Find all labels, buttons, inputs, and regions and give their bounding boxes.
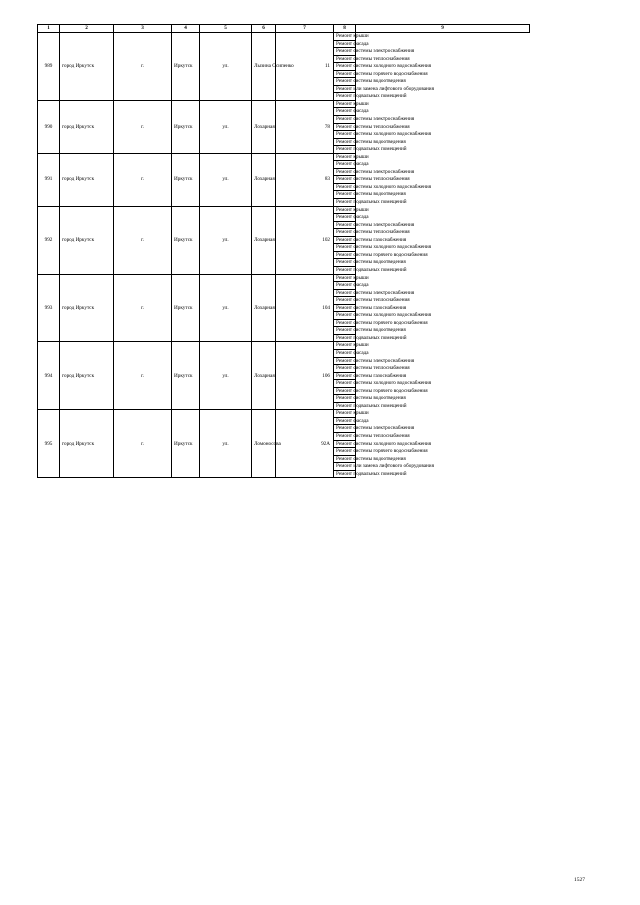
table-row (38, 410, 530, 418)
work-type-cell: Ремонт системы теплоснабжения (334, 229, 356, 237)
house-number-cell: 83 (276, 153, 334, 206)
work-type-cell: Ремонт крыши (334, 33, 356, 41)
work-type-cell: Ремонт подвальных помещений (334, 93, 356, 101)
settlement-cell: Иркутск (172, 153, 200, 206)
work-type-cell: Ремонт или замена лифтового оборудования (334, 85, 356, 93)
work-type-cell: Ремонт системы холодного водоснабжения (334, 63, 356, 71)
street-cell: Лызина Осипенко (252, 33, 276, 101)
settlement-type-cell: г. (114, 153, 172, 206)
work-type-cell: Ремонт крыши (334, 206, 356, 214)
work-type-cell: Ремонт системы водоотведения (334, 259, 356, 267)
work-type-cell: Ремонт системы водоотведения (334, 327, 356, 335)
header-cell-1: 1 (38, 25, 60, 33)
house-number-cell: 11 (276, 33, 334, 101)
settlement-cell: Иркутск (172, 410, 200, 478)
street-type-cell: ул. (200, 100, 252, 153)
house-number-cell: 104 (276, 274, 334, 342)
street-cell: Лохарная (252, 342, 276, 410)
work-type-cell: Ремонт крыши (334, 153, 356, 161)
work-type-cell: Ремонт системы холодного водоснабжения (334, 244, 356, 252)
street-cell: Лохарная (252, 274, 276, 342)
row-number: 993 (38, 274, 60, 342)
work-type-cell: Ремонт системы водоотведения (334, 455, 356, 463)
settlement-type-cell: г. (114, 206, 172, 274)
work-type-cell: Ремонт подвальных помещений (334, 334, 356, 342)
work-type-cell: Ремонт системы электроснабжения (334, 289, 356, 297)
work-type-cell: Ремонт системы газоснабжения (334, 372, 356, 380)
settlement-cell: Иркутск (172, 274, 200, 342)
municipality-cell: город Иркутск (60, 206, 114, 274)
work-type-cell: Ремонт системы теплоснабжения (334, 432, 356, 440)
municipality-cell: город Иркутск (60, 410, 114, 478)
table-row (38, 100, 530, 108)
street-type-cell: ул. (200, 33, 252, 101)
work-type-cell: Ремонт или замена лифтового оборудования (334, 463, 356, 471)
street-cell: Лохарная (252, 100, 276, 153)
work-type-cell: Ремонт системы холодного водоснабжения (334, 440, 356, 448)
work-type-cell: Ремонт фасада (334, 161, 356, 169)
work-type-cell: Ремонт системы холодного водоснабжения (334, 131, 356, 139)
municipality-cell: город Иркутск (60, 274, 114, 342)
municipality-cell: город Иркутск (60, 153, 114, 206)
street-type-cell: ул. (200, 410, 252, 478)
settlement-type-cell: г. (114, 342, 172, 410)
header-cell-5: 5 (200, 25, 252, 33)
row-number: 994 (38, 342, 60, 410)
municipality-cell: город Иркутск (60, 33, 114, 101)
work-type-cell: Ремонт крыши (334, 410, 356, 418)
settlement-cell: Иркутск (172, 206, 200, 274)
settlement-type-cell: г. (114, 410, 172, 478)
work-type-cell: Ремонт системы теплоснабжения (334, 123, 356, 131)
work-type-cell: Ремонт системы электроснабжения (334, 48, 356, 56)
work-type-cell: Ремонт системы холодного водоснабжения (334, 312, 356, 320)
work-type-cell: Ремонт крыши (334, 100, 356, 108)
table-row (38, 153, 530, 161)
row-number: 991 (38, 153, 60, 206)
header-cell-7: 7 (276, 25, 334, 33)
work-type-cell: Ремонт фасада (334, 214, 356, 222)
work-type-cell: Ремонт системы водоотведения (334, 191, 356, 199)
header-cell-8: 8 (334, 25, 356, 33)
work-type-cell: Ремонт подвальных помещений (334, 266, 356, 274)
settlement-type-cell: г. (114, 100, 172, 153)
work-type-cell: Ремонт системы холодного водоснабжения (334, 380, 356, 388)
house-number-cell: 106 (276, 342, 334, 410)
work-type-cell: Ремонт системы теплоснабжения (334, 55, 356, 63)
house-number-cell: 78 (276, 100, 334, 153)
work-type-cell: Ремонт системы электроснабжения (334, 221, 356, 229)
work-type-cell: Ремонт подвальных помещений (334, 470, 356, 478)
register-table (37, 24, 530, 478)
work-type-cell: Ремонт системы теплоснабжения (334, 297, 356, 305)
work-type-cell: Ремонт системы горячего водоснабжения (334, 70, 356, 78)
work-type-cell: Ремонт системы электроснабжения (334, 425, 356, 433)
settlement-cell: Иркутск (172, 100, 200, 153)
work-type-cell: Ремонт фасада (334, 282, 356, 290)
street-cell: Лохарная (252, 153, 276, 206)
table-header (38, 25, 530, 33)
header-cell-4: 4 (172, 25, 200, 33)
header-row (38, 25, 530, 33)
row-number: 990 (38, 100, 60, 153)
work-type-cell: Ремонт крыши (334, 342, 356, 350)
work-type-cell: Ремонт системы горячего водоснабжения (334, 387, 356, 395)
street-type-cell: ул. (200, 153, 252, 206)
street-cell: Лохарная (252, 206, 276, 274)
work-type-cell: Ремонт системы водоотведения (334, 78, 356, 86)
work-type-cell: Ремонт системы газоснабжения (334, 236, 356, 244)
header-cell-6: 6 (252, 25, 276, 33)
work-type-cell: Ремонт системы электроснабжения (334, 116, 356, 124)
page-number: 1527 (574, 877, 585, 883)
street-type-cell: ул. (200, 342, 252, 410)
house-number-cell: 92А (276, 410, 334, 478)
street-type-cell: ул. (200, 206, 252, 274)
row-number: 992 (38, 206, 60, 274)
work-type-cell: Ремонт фасада (334, 108, 356, 116)
table-row (38, 206, 530, 214)
settlement-type-cell: г. (114, 33, 172, 101)
work-type-cell: Ремонт системы горячего водоснабжения (334, 251, 356, 259)
table-body (38, 33, 530, 478)
work-type-cell: Ремонт крыши (334, 274, 356, 282)
work-type-cell: Ремонт системы горячего водоснабжения (334, 448, 356, 456)
work-type-cell: Ремонт системы горячего водоснабжения (334, 319, 356, 327)
work-type-cell: Ремонт системы электроснабжения (334, 357, 356, 365)
table-row (38, 342, 530, 350)
work-type-cell: Ремонт системы теплоснабжения (334, 365, 356, 373)
work-type-cell: Ремонт фасада (334, 40, 356, 48)
municipality-cell: город Иркутск (60, 100, 114, 153)
street-type-cell: ул. (200, 274, 252, 342)
work-type-cell: Ремонт системы водоотведения (334, 395, 356, 403)
house-number-cell: 102 (276, 206, 334, 274)
row-number: 989 (38, 33, 60, 101)
header-cell-3: 3 (114, 25, 172, 33)
row-number: 995 (38, 410, 60, 478)
settlement-type-cell: г. (114, 274, 172, 342)
work-type-cell: Ремонт фасада (334, 349, 356, 357)
work-type-cell: Ремонт фасада (334, 417, 356, 425)
settlement-cell: Иркутск (172, 342, 200, 410)
work-type-cell: Ремонт подвальных помещений (334, 402, 356, 410)
table-row (38, 33, 530, 41)
work-type-cell: Ремонт системы газоснабжения (334, 304, 356, 312)
header-cell-9: 9 (356, 25, 530, 33)
settlement-cell: Иркутск (172, 33, 200, 101)
street-cell: Ломоносова (252, 410, 276, 478)
table-row (38, 274, 530, 282)
municipality-cell: город Иркутск (60, 342, 114, 410)
header-cell-2: 2 (60, 25, 114, 33)
work-type-cell: Ремонт подвальных помещений (334, 199, 356, 207)
work-type-cell: Ремонт подвальных помещений (334, 146, 356, 154)
work-type-cell: Ремонт системы водоотведения (334, 138, 356, 146)
work-type-cell: Ремонт системы теплоснабжения (334, 176, 356, 184)
work-type-cell: Ремонт системы холодного водоснабжения (334, 183, 356, 191)
work-type-cell: Ремонт системы электроснабжения (334, 168, 356, 176)
